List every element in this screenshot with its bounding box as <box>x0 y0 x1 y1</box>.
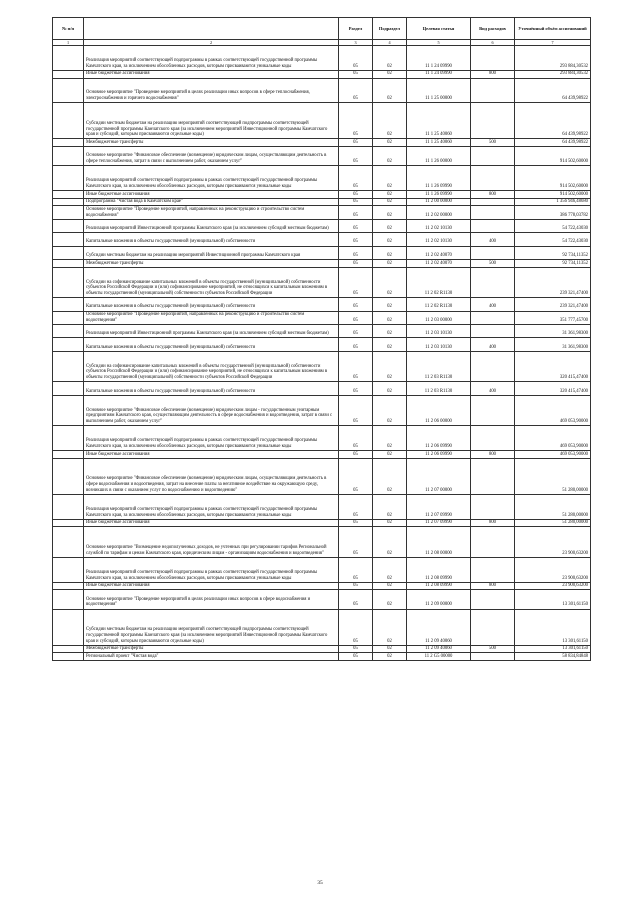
amount-cell: 64 439,98922 <box>515 103 591 139</box>
expense-type-cell <box>471 426 515 451</box>
subsection-cell: 02 <box>373 382 407 395</box>
table-row <box>53 311 591 324</box>
expense-type-cell <box>471 395 515 426</box>
section-cell: 05 <box>339 494 373 519</box>
section-cell: 05 <box>339 70 373 78</box>
target-article-cell: 11 2 08 09990 <box>407 557 471 582</box>
target-article-cell: 11 2 02 00000 <box>407 206 471 219</box>
section-cell: 05 <box>339 527 373 558</box>
expense-type-cell: 500 <box>471 260 515 268</box>
header-expense-type: Вид расходов <box>471 18 515 40</box>
expense-type-cell <box>471 494 515 519</box>
num-cell <box>53 191 84 199</box>
target-article-cell: 11 2 08 00000 <box>407 527 471 558</box>
table-row <box>53 267 591 298</box>
expense-type-cell: 400 <box>471 338 515 351</box>
table-row <box>53 653 591 661</box>
amount-cell: 64 439,98922 <box>515 78 591 103</box>
expense-type-cell <box>471 166 515 191</box>
section-cell: 05 <box>339 451 373 459</box>
num-cell <box>53 494 84 519</box>
table-row <box>53 338 591 351</box>
amount-cell: 31 361,98300 <box>515 338 591 351</box>
table-row <box>53 494 591 519</box>
section-cell: 05 <box>339 78 373 103</box>
section-cell: 05 <box>339 198 373 206</box>
expense-type-cell <box>471 103 515 139</box>
amount-cell: 469 053,90000 <box>515 395 591 426</box>
subsection-cell: 02 <box>373 582 407 590</box>
section-cell: 05 <box>339 260 373 268</box>
target-article-cell: 11 2 03 R1130 <box>407 351 471 382</box>
name-cell: Иные бюджетные ассигнования <box>84 519 339 527</box>
table-row <box>53 46 591 71</box>
table-row <box>53 382 591 395</box>
target-article-cell: 11 1 25 00000 <box>407 78 471 103</box>
table-row <box>53 325 591 338</box>
column-number: 5 <box>407 40 471 46</box>
num-cell <box>53 582 84 590</box>
num-cell <box>53 246 84 259</box>
name-cell: Реализация мероприятий соответствующей подпрограммы в рамках соответствующей государственной программы Камчатского края, за исключением обособленных расходов, которым присваиваются уникальные коды <box>84 557 339 582</box>
budget-table <box>52 17 591 661</box>
section-cell: 05 <box>339 557 373 582</box>
name-cell: Субсидии на софинансирование капитальных вложений в объекты государственной (муниципальной) собственности субъектов Российской Федерации и (или) софинансирование мероприятий, не относящихся к капитальным вложениям в объекты государственной (муниципальной) собственности субъектов Российской Федерации <box>84 351 339 382</box>
section-cell: 05 <box>339 653 373 661</box>
table-row <box>53 590 591 609</box>
section-cell: 05 <box>339 191 373 199</box>
name-cell: Основное мероприятие "Возмещение недополученных доходов, не учтенных при регулировании тарифов Региональной службой по тарифам и ценам Камчатского края, юридическим лицам - организациям водоснабжения и водоотведения" <box>84 527 339 558</box>
section-cell: 05 <box>339 46 373 71</box>
expense-type-cell <box>471 246 515 259</box>
target-article-cell: 11 2 02 40070 <box>407 246 471 259</box>
target-article-cell: 11 2 06 00000 <box>407 395 471 426</box>
num-cell <box>53 70 84 78</box>
subsection-cell: 02 <box>373 451 407 459</box>
name-cell: Основное мероприятие "Финансовое обеспечение (возмещение) юридическим лицам, осуществляющим деятельность в сфере водоснабжения и водоотведения, затрат на внесение платы за негативное воздействие на окружающую среду, возникших в связи с оказанием услуг по водоснабжению и водоотведению" <box>84 458 339 494</box>
header-section: Раздел <box>339 18 373 40</box>
expense-type-cell <box>471 458 515 494</box>
name-cell: Капитальные вложения в объекты государственной (муниципальной) собственности <box>84 298 339 311</box>
subsection-cell: 02 <box>373 653 407 661</box>
amount-cell: 386 778,03782 <box>515 206 591 219</box>
name-cell: Субсидии на софинансирование капитальных вложений в объекты государственной (муниципальной) собственности субъектов Российской Федерации и (или) софинансирование мероприятий, не относящихся к капитальным вложениям в объекты государственной (муниципальной) собственности субъектов Российской Федерации <box>84 267 339 298</box>
num-cell <box>53 78 84 103</box>
section-cell: 05 <box>339 103 373 139</box>
target-article-cell: 11 2 09 40060 <box>407 609 471 645</box>
name-cell: Капитальные вложения в объекты государственной (муниципальной) собственности <box>84 382 339 395</box>
subsection-cell: 02 <box>373 46 407 71</box>
num-cell <box>53 46 84 71</box>
expense-type-cell: 500 <box>471 139 515 147</box>
table-row <box>53 233 591 246</box>
num-cell <box>53 103 84 139</box>
target-article-cell: 11 2 02 10130 <box>407 219 471 232</box>
amount-cell: 58 834,84848 <box>515 653 591 661</box>
subsection-cell: 02 <box>373 557 407 582</box>
section-cell: 05 <box>339 219 373 232</box>
table-row <box>53 557 591 582</box>
header-name <box>84 18 339 40</box>
subsection-cell: 02 <box>373 590 407 609</box>
expense-type-cell: 800 <box>471 519 515 527</box>
amount-cell: 92 734,11352 <box>515 260 591 268</box>
table-row <box>53 206 591 219</box>
expense-type-cell: 400 <box>471 233 515 246</box>
name-cell: Иные бюджетные ассигнования <box>84 451 339 459</box>
target-article-cell: 11 1 26 09990 <box>407 166 471 191</box>
amount-cell: 239 321,47400 <box>515 267 591 298</box>
target-article-cell: 11 2 02 R1130 <box>407 298 471 311</box>
table-row <box>53 426 591 451</box>
num-cell <box>53 351 84 382</box>
subsection-cell: 02 <box>373 103 407 139</box>
header-amount: Уточнённый объём ассигнований <box>515 18 591 40</box>
name-cell: Реализация мероприятий соответствующей подпрограммы в рамках соответствующей государственной программы Камчатского края, за исключением обособленных расходов, которым присваиваются уникальные коды <box>84 494 339 519</box>
expense-type-cell <box>471 78 515 103</box>
num-cell <box>53 139 84 147</box>
expense-type-cell <box>471 198 515 206</box>
subsection-cell: 02 <box>373 351 407 382</box>
name-cell: Субсидии местным бюджетам на реализацию мероприятий соответствующей подпрограммы соответствующей государственной программы Камчатского края (за исключением мероприятий Инвестиционной программы Камчатского края и субсидий, которым присваиваются отдельные коды) <box>84 103 339 139</box>
target-article-cell: 11 2 03 10130 <box>407 325 471 338</box>
section-cell: 05 <box>339 206 373 219</box>
subsection-cell: 02 <box>373 338 407 351</box>
num-cell <box>53 219 84 232</box>
name-cell: Иные бюджетные ассигнования <box>84 582 339 590</box>
table-row <box>53 527 591 558</box>
subsection-cell: 02 <box>373 191 407 199</box>
num-cell <box>53 426 84 451</box>
section-cell: 05 <box>339 311 373 324</box>
name-cell: Капитальные вложения в объекты государственной (муниципальной) собственности <box>84 233 339 246</box>
column-number: 7 <box>515 40 591 46</box>
subsection-cell: 02 <box>373 147 407 166</box>
table-row <box>53 395 591 426</box>
expense-type-cell <box>471 351 515 382</box>
target-article-cell: 11 1 24 09990 <box>407 70 471 78</box>
subsection-cell: 02 <box>373 70 407 78</box>
section-cell: 05 <box>339 298 373 311</box>
amount-cell: 293 884,30532 <box>515 70 591 78</box>
target-article-cell: 11 2 00 00000 <box>407 198 471 206</box>
subsection-cell: 02 <box>373 527 407 558</box>
num-cell <box>53 382 84 395</box>
table-row <box>53 246 591 259</box>
num-cell <box>53 590 84 609</box>
amount-cell: 469 053,90000 <box>515 451 591 459</box>
expense-type-cell <box>471 311 515 324</box>
expense-type-cell <box>471 609 515 645</box>
num-cell <box>53 519 84 527</box>
header-num: № п/п <box>53 18 84 40</box>
amount-cell: 1 356 946,48680 <box>515 198 591 206</box>
target-article-cell: 11 2 06 09990 <box>407 426 471 451</box>
section-cell: 05 <box>339 267 373 298</box>
target-article-cell: 11 1 25 40060 <box>407 139 471 147</box>
num-cell <box>53 527 84 558</box>
subsection-cell: 02 <box>373 206 407 219</box>
name-cell: Основное мероприятие "Проведение мероприятий, направленных на реконструкцию и строительство систем водоснабжения" <box>84 206 339 219</box>
name-cell: Субсидии местным бюджетам на реализацию мероприятий соответствующей подпрограммы соответствующей государственной программы Камчатского края (за исключением мероприятий Инвестиционной программы Камчатского края и субсидий, которым присваиваются отдельные коды) <box>84 609 339 645</box>
expense-type-cell: 500 <box>471 645 515 653</box>
document-page <box>52 17 590 661</box>
subsection-cell: 02 <box>373 233 407 246</box>
table-row <box>53 582 591 590</box>
num-cell <box>53 458 84 494</box>
subsection-cell: 02 <box>373 609 407 645</box>
num-cell <box>53 557 84 582</box>
section-cell: 05 <box>339 166 373 191</box>
name-cell: Реализация мероприятий Инвестиционной программы Камчатского края (за исключением субсидий местным бюджетам) <box>84 219 339 232</box>
section-cell: 05 <box>339 147 373 166</box>
subsection-cell: 02 <box>373 426 407 451</box>
name-cell: Межбюджетные трансферты <box>84 260 339 268</box>
amount-cell: 54 722,43030 <box>515 219 591 232</box>
subsection-cell: 02 <box>373 325 407 338</box>
expense-type-cell: 800 <box>471 70 515 78</box>
subsection-cell: 02 <box>373 260 407 268</box>
section-cell: 05 <box>339 645 373 653</box>
name-cell: Иные бюджетные ассигнования <box>84 70 339 78</box>
target-article-cell: 11 2 02 10130 <box>407 233 471 246</box>
amount-cell: 64 439,98922 <box>515 139 591 147</box>
amount-cell: 914 502,60000 <box>515 147 591 166</box>
expense-type-cell: 400 <box>471 298 515 311</box>
target-article-cell: 11 2 07 09990 <box>407 494 471 519</box>
section-cell: 05 <box>339 590 373 609</box>
expense-type-cell: 400 <box>471 382 515 395</box>
section-cell: 05 <box>339 609 373 645</box>
name-cell: Межбюджетные трансферты <box>84 645 339 653</box>
table-row <box>53 451 591 459</box>
subsection-cell: 02 <box>373 645 407 653</box>
table-row <box>53 103 591 139</box>
expense-type-cell: 800 <box>471 191 515 199</box>
name-cell: Субсидии местным бюджетам на реализацию мероприятий Инвестиционной программы Камчатского края <box>84 246 339 259</box>
amount-cell: 293 884,30532 <box>515 46 591 71</box>
target-article-cell: 11 2 09 00000 <box>407 590 471 609</box>
amount-cell: 13 301,61150 <box>515 645 591 653</box>
table-row <box>53 519 591 527</box>
expense-type-cell <box>471 219 515 232</box>
num-cell <box>53 267 84 298</box>
target-article-cell: 11 1 25 40060 <box>407 103 471 139</box>
subsection-cell: 02 <box>373 78 407 103</box>
amount-cell: 51 280,00000 <box>515 519 591 527</box>
column-number: 1 <box>53 40 84 46</box>
amount-cell: 23 900,63200 <box>515 557 591 582</box>
expense-type-cell <box>471 46 515 71</box>
amount-cell: 239 321,47400 <box>515 298 591 311</box>
section-cell: 05 <box>339 139 373 147</box>
section-cell: 05 <box>339 246 373 259</box>
header-target-article: Целевая статья <box>407 18 471 40</box>
num-cell <box>53 206 84 219</box>
name-cell: Межбюджетные трансферты <box>84 139 339 147</box>
table-row <box>53 198 591 206</box>
target-article-cell: 11 2 08 09990 <box>407 582 471 590</box>
target-article-cell: 11 2 03 00000 <box>407 311 471 324</box>
expense-type-cell <box>471 206 515 219</box>
target-article-cell: 11 2 07 00000 <box>407 458 471 494</box>
target-article-cell: 11 2 02 R1130 <box>407 267 471 298</box>
column-number: 3 <box>339 40 373 46</box>
subsection-cell: 02 <box>373 519 407 527</box>
name-cell: Реализация мероприятий соответствующей подпрограммы в рамках соответствующей государственной программы Камчатского края, за исключением обособленных расходов, которым присваиваются уникальные коды <box>84 426 339 451</box>
subsection-cell: 02 <box>373 267 407 298</box>
page-number: 35 <box>317 880 323 886</box>
num-cell <box>53 653 84 661</box>
table-row <box>53 70 591 78</box>
name-cell: Основное мероприятие "Проведение мероприятий в целях реализации иных вопросов в сфере теплоснабжения, электроснабжения и горячего водоснабжения" <box>84 78 339 103</box>
name-cell: Основное мероприятие "Проведение мероприятий, направленных на реконструкцию и строительство систем водоотведения" <box>84 311 339 324</box>
target-article-cell: 11 1 24 09990 <box>407 46 471 71</box>
num-cell <box>53 198 84 206</box>
num-cell <box>53 645 84 653</box>
section-cell: 05 <box>339 458 373 494</box>
subsection-cell: 02 <box>373 311 407 324</box>
expense-type-cell <box>471 527 515 558</box>
amount-cell: 23 900,63200 <box>515 527 591 558</box>
table-row <box>53 645 591 653</box>
target-article-cell: 11 2 03 10130 <box>407 338 471 351</box>
target-article-cell: 11 2 G5 00000 <box>407 653 471 661</box>
amount-cell: 31 361,98300 <box>515 325 591 338</box>
name-cell: Подпрограмма "Чистая вода в Камчатском крае" <box>84 198 339 206</box>
num-cell <box>53 325 84 338</box>
num-cell <box>53 311 84 324</box>
subsection-cell: 02 <box>373 219 407 232</box>
table-row <box>53 609 591 645</box>
subsection-cell: 02 <box>373 139 407 147</box>
subsection-cell: 02 <box>373 166 407 191</box>
table-row <box>53 166 591 191</box>
section-cell: 05 <box>339 233 373 246</box>
num-cell <box>53 166 84 191</box>
target-article-cell: 11 2 07 09990 <box>407 519 471 527</box>
amount-cell: 351 777,45700 <box>515 311 591 324</box>
column-number: 4 <box>373 40 407 46</box>
table-row <box>53 219 591 232</box>
expense-type-cell <box>471 325 515 338</box>
amount-cell: 914 502,60000 <box>515 191 591 199</box>
table-row <box>53 458 591 494</box>
expense-type-cell <box>471 557 515 582</box>
subsection-cell: 02 <box>373 395 407 426</box>
num-cell <box>53 451 84 459</box>
table-body <box>53 46 591 661</box>
table-header-row <box>53 18 591 40</box>
expense-type-cell: 800 <box>471 451 515 459</box>
amount-cell: 51 280,00000 <box>515 458 591 494</box>
section-cell: 05 <box>339 338 373 351</box>
section-cell: 05 <box>339 426 373 451</box>
section-cell: 05 <box>339 519 373 527</box>
section-cell: 05 <box>339 582 373 590</box>
target-article-cell: 11 1 26 09990 <box>407 191 471 199</box>
expense-type-cell <box>471 590 515 609</box>
name-cell: Реализация мероприятий Инвестиционной программы Камчатского края (за исключением субсидий местным бюджетам) <box>84 325 339 338</box>
expense-type-cell <box>471 653 515 661</box>
table-row <box>53 298 591 311</box>
expense-type-cell: 800 <box>471 582 515 590</box>
table-row <box>53 351 591 382</box>
subsection-cell: 02 <box>373 494 407 519</box>
subsection-cell: 02 <box>373 198 407 206</box>
amount-cell: 13 301,61150 <box>515 590 591 609</box>
table-row <box>53 78 591 103</box>
num-cell <box>53 609 84 645</box>
column-number: 2 <box>84 40 339 46</box>
amount-cell: 13 301,61150 <box>515 609 591 645</box>
amount-cell: 320 415,47400 <box>515 351 591 382</box>
target-article-cell: 11 2 06 09990 <box>407 451 471 459</box>
num-cell <box>53 260 84 268</box>
name-cell: Реализация мероприятий соответствующей подпрограммы в рамках соответствующей государственной программы Камчатского края, за исключением обособленных расходов, которым присваиваются уникальные коды <box>84 166 339 191</box>
target-article-cell: 11 1 26 00000 <box>407 147 471 166</box>
name-cell: Основное мероприятие "Проведение мероприятий в целях реализации иных вопросов в сфере водоснабжения и водоотведения" <box>84 590 339 609</box>
expense-type-cell <box>471 267 515 298</box>
name-cell: Иные бюджетные ассигнования <box>84 191 339 199</box>
section-cell: 05 <box>339 395 373 426</box>
section-cell: 05 <box>339 351 373 382</box>
num-cell <box>53 395 84 426</box>
table-row <box>53 260 591 268</box>
subsection-cell: 02 <box>373 246 407 259</box>
num-cell <box>53 147 84 166</box>
table-row <box>53 139 591 147</box>
subsection-cell: 02 <box>373 298 407 311</box>
section-cell: 05 <box>339 325 373 338</box>
header-subsection: Подраздел <box>373 18 407 40</box>
amount-cell: 54 722,43030 <box>515 233 591 246</box>
target-article-cell: 11 2 02 40070 <box>407 260 471 268</box>
section-cell: 05 <box>339 382 373 395</box>
amount-cell: 914 502,60000 <box>515 166 591 191</box>
num-cell <box>53 338 84 351</box>
target-article-cell: 11 2 09 40060 <box>407 645 471 653</box>
name-cell: Капитальные вложения в объекты государственной (муниципальной) собственности <box>84 338 339 351</box>
amount-cell: 51 280,00000 <box>515 494 591 519</box>
amount-cell: 92 734,11352 <box>515 246 591 259</box>
expense-type-cell <box>471 147 515 166</box>
table-row <box>53 147 591 166</box>
num-cell <box>53 298 84 311</box>
num-cell <box>53 233 84 246</box>
amount-cell: 320 415,47400 <box>515 382 591 395</box>
name-cell: Основное мероприятие "Финансовое обеспечение (возмещение) юридическим лицам - государственным унитарным предприятиям Камчатского края, осуществляющим деятельность в сфере водоснабжения и водоотведения, затрат в связи с выполнением работ, оказанием услуг" <box>84 395 339 426</box>
name-cell: Основное мероприятие "Финансовое обеспечение (возмещение) юридическим лицам, осуществляющим деятельность в сфере теплоснабжения, затрат в связи с выполнением работ, оказанием услуг" <box>84 147 339 166</box>
subsection-cell: 02 <box>373 458 407 494</box>
table-row <box>53 191 591 199</box>
name-cell: Региональный проект "Чистая вода" <box>84 653 339 661</box>
target-article-cell: 11 2 03 R1130 <box>407 382 471 395</box>
name-cell: Реализация мероприятий соответствующей подпрограммы в рамках соответствующей государственной программы Камчатского края, за исключением обособленных расходов, которым присваиваются уникальные коды <box>84 46 339 71</box>
column-number: 6 <box>471 40 515 46</box>
amount-cell: 469 053,90000 <box>515 426 591 451</box>
amount-cell: 23 900,63200 <box>515 582 591 590</box>
